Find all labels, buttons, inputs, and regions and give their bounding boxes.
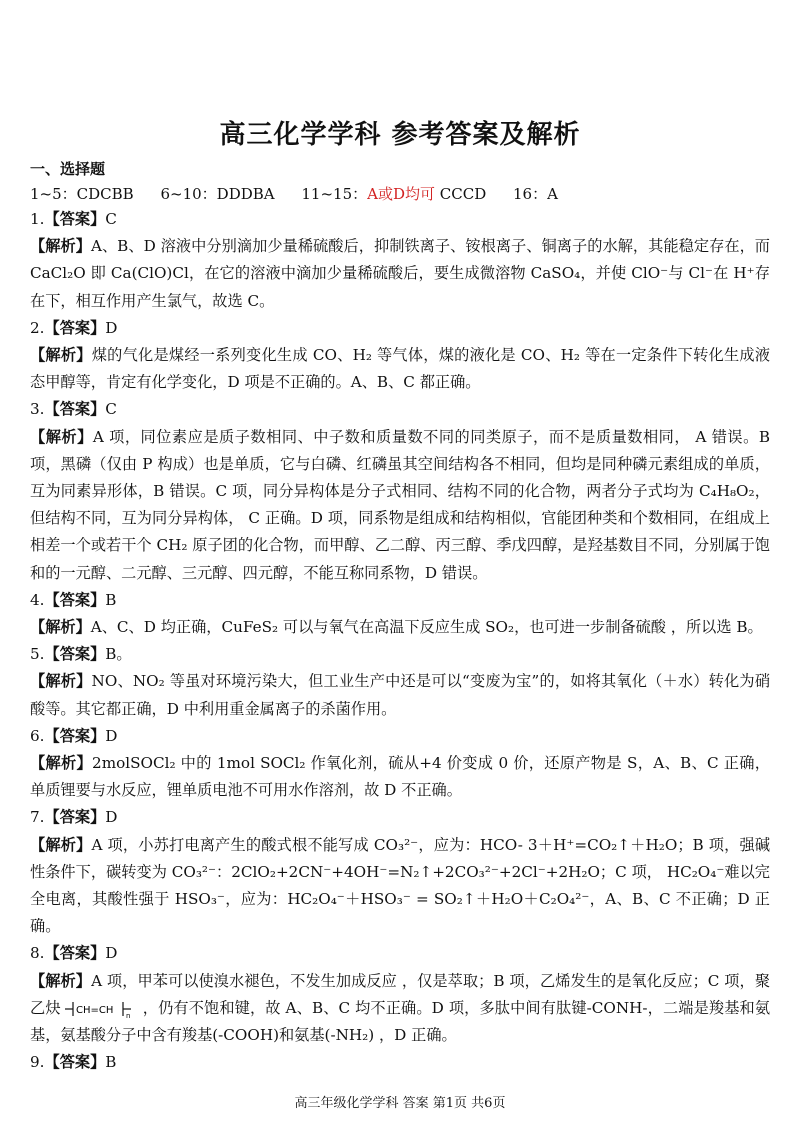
- section-heading: 一、选择题: [30, 160, 106, 178]
- answer-list: [30, 206, 770, 1077]
- answer-1: 1.【答案】C: [30, 210, 117, 228]
- summary-part-2: 6~10：DDDBA: [160, 185, 275, 203]
- analysis-3: 【解析】A 项，同位素应是质子数相同、中子数和质量数不同的同类原子，而不是质量数相同， A 错误。B 项，黑磷（仅由 P 构成）也是单质，它与白磷、红磷虽其空间结构各不相同，但均是同种磷元素组成的单质，互为同素异形体，B 错误。C 项，同分异构体是分子式相同、结构不同的化合物，两者分子式均为 C₄H₈O₂，但结构不同，互为同分异构体， C 正确。D 项，同系物是组成和结构相似，官能团种类和个数相同，在组成上相差一个或若干个 CH₂ 原子团的化合物，而甲醇、乙二醇、丙三醇、季戊四醇，是羟基数目不同，分别属于饱和的一元醇、二元醇、三元醇、四元醇，不能互称同系物，D 错误。: [30, 427, 770, 582]
- analysis-tag: 【解析】: [30, 672, 92, 691]
- answer-9: 9.【答案】B: [30, 1053, 117, 1072]
- answer-4: 4.【答案】B: [30, 590, 117, 609]
- summary-part-1: 1~5：CDCBB: [30, 185, 134, 203]
- answer-tag: 【答案】: [44, 944, 106, 963]
- summary-part-3-rest: CCCD: [435, 185, 487, 203]
- answer-tag: 【答案】: [44, 318, 106, 337]
- summary-part-3: [301, 185, 486, 203]
- answer-3: 3.【答案】C: [30, 400, 117, 419]
- answer-summary: [30, 183, 580, 204]
- answer-5: 5.【答案】B。: [30, 645, 132, 664]
- page-footer: 高三年级化学学科 答案 第1页 共6页: [294, 1096, 506, 1111]
- analysis-6: 【解析】2molSOCl₂ 中的 1mol SOCl₂ 作氧化剂，硫从+4 价变成 0 价，还原产物是 S，A、B、C 正确，单质锂要与水反应，锂单质电池不可用水作溶剂，故 D 不正确。: [30, 754, 770, 800]
- answer-tag: 【答案】: [44, 1053, 106, 1072]
- analysis-4: 【解析】A、C、D 均正确，CuFeS₂ 可以与氧气在高温下反应生成 SO₂，也可进一步制备硫酸 ，所以选 B。: [30, 618, 763, 637]
- analysis-tag: 【解析】: [30, 346, 92, 365]
- analysis-1: 【解析】A、B、D 溶液中分别滴加少量稀硫酸后，抑制铁离子、铵根离子、铜离子的水解，其能稳定存在，而 CaCl₂O 即 Ca(ClO)Cl，在它的溶液中滴加少量稀硫酸后，要生成微溶物 CaSO₄，并使 ClO⁻与 Cl⁻在 H⁺存在下，相互作用产生氯气，故选 C。: [30, 237, 770, 310]
- answer-tag: 【答案】: [44, 645, 106, 664]
- analysis-8: [30, 968, 770, 1050]
- polymer-unit-text: CH=CH: [75, 1004, 114, 1016]
- polymer-n-text: n: [125, 1011, 131, 1019]
- answer-7: 7.【答案】D: [30, 808, 118, 827]
- answer-tag: 【答案】: [44, 808, 106, 827]
- analysis-tag: 【解析】: [30, 835, 92, 854]
- page-title: 高三化学学科 参考答案及解析: [219, 120, 581, 150]
- analysis-tag: 【解析】: [30, 237, 91, 256]
- answer-6: 6.【答案】D: [30, 726, 118, 745]
- summary-part-4: 16：A: [513, 185, 558, 203]
- analysis-2: 【解析】煤的气化是煤经一系列变化生成 CO、H₂ 等气体，煤的液化是 CO、H₂ 等在一定条件下转化生成液态甲醇等，肯定有化学变化，D 项是不正确的。A、B、C 都正确。: [30, 346, 771, 392]
- analysis-tag: 【解析】: [30, 971, 92, 990]
- answer-8: 8.【答案】D: [30, 944, 118, 963]
- polyacetylene-formula: [63, 999, 141, 1019]
- analysis-8-part-a: 【解析】A 项，甲苯可以使溴水褪色，不发生加成反应 ，仅是萃取；B 项，乙烯发生的是氧化反应；C 项，聚乙炔: [30, 971, 771, 1017]
- analysis-tag: 【解析】: [30, 618, 91, 637]
- answer-2: 2.【答案】D: [30, 318, 118, 337]
- analysis-tag: 【解析】: [30, 427, 93, 446]
- summary-part-3-label: 11~15：: [301, 185, 368, 203]
- answer-tag: 【答案】: [44, 590, 106, 609]
- answer-tag: 【答案】: [44, 726, 106, 745]
- answer-tag: 【答案】: [44, 210, 106, 228]
- analysis-8-part-b: ，仍有不饱和键，故 A、B、C 均不正确。D 项，多肽中间有肽键-CONH-，二端是羧基和氨基，氨基酸分子中含有羧基(-COOH)和氨基(-NH₂) ，D 正确。: [30, 998, 771, 1045]
- analysis-tag: 【解析】: [30, 754, 93, 773]
- answer-tag: 【答案】: [44, 400, 106, 419]
- analysis-7: 【解析】A 项，小苏打电离产生的酸式根不能写成 CO₃²⁻，应为：HCO- 3＋H⁺=CO₂↑＋H₂O；B 项，强碱性条件下，碳转变为 CO₃²⁻：2ClO₂+2CN⁻+4OH⁻=N₂↑+2CO₃²⁻+2Cl⁻+2H₂O；C 项， HC₂O₄⁻难以完全电离，其酸性强于 HSO₃⁻，应为：HC₂O₄⁻＋HSO₃⁻ = SO₂↑＋H₂O＋C₂O₄²⁻，A、B、C 不正确；D 正确。: [30, 835, 771, 936]
- analysis-5: 【解析】NO、NO₂ 等虽对环境污染大，但工业生产中还是可以“变废为宝”的，如将其氧化（＋水）转化为硝酸等。其它都正确，D 中利用重金属离子的杀菌作用。: [30, 672, 771, 718]
- summary-part-3-highlight: A或D均可: [367, 185, 435, 203]
